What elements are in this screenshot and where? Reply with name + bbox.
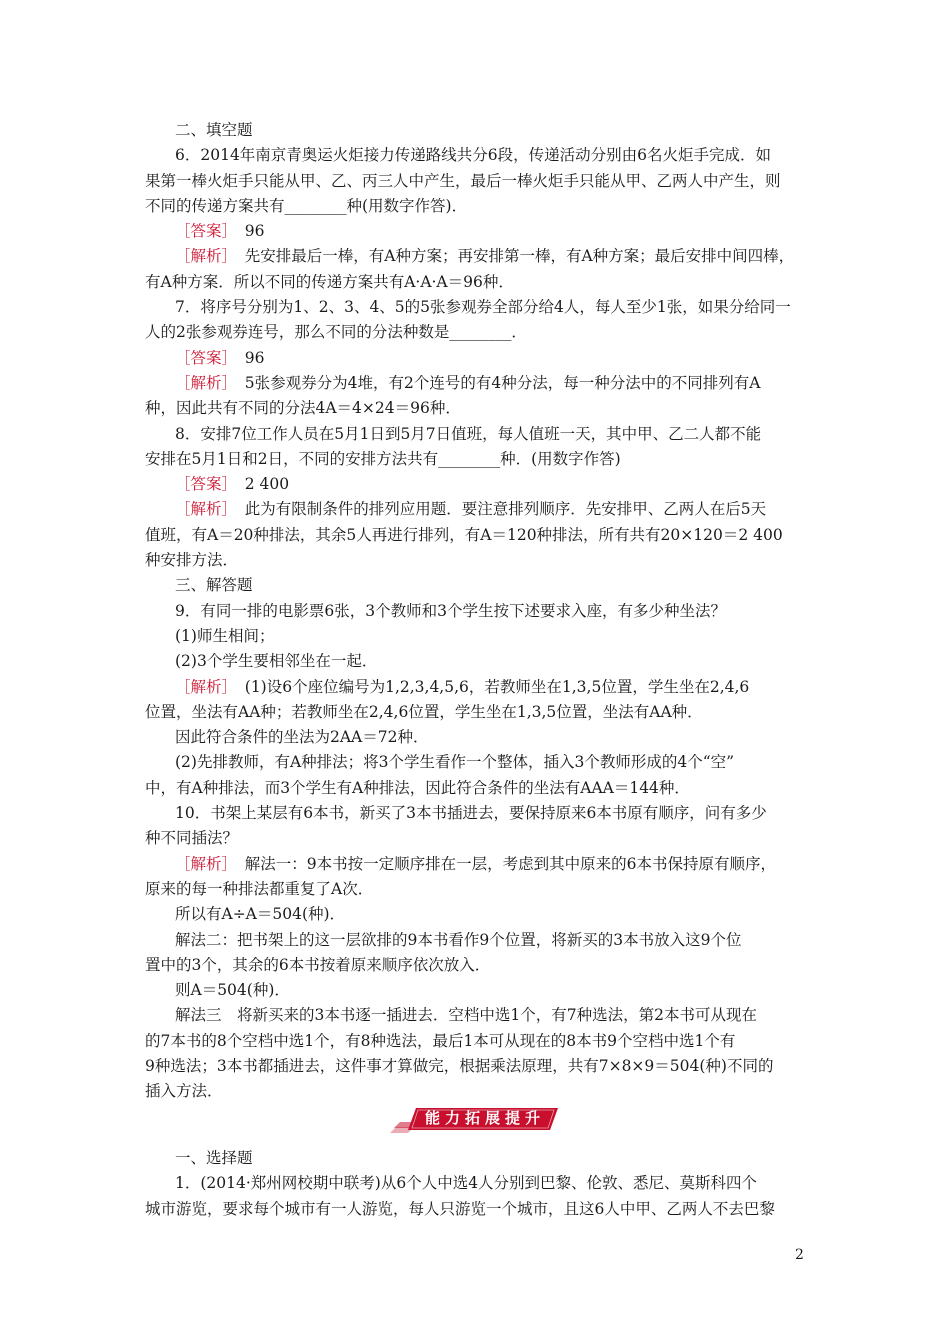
document-body xyxy=(145,118,810,1105)
line-text: 1．(2014·郑州网校期中联考)从6个人中选4人分别到巴黎、伦敦、悉尼、莫斯科四个 xyxy=(175,1174,758,1193)
line-text: 先安排最后一棒，有A种方案；再安排第一棒，有A种方案；最后安排中间四棒， xyxy=(229,247,795,266)
answer-tag: ［解析］ xyxy=(175,854,230,873)
page-number: 2 xyxy=(795,1247,804,1263)
text-line xyxy=(145,1003,810,1028)
text-line xyxy=(145,826,810,851)
text-line xyxy=(145,1054,810,1079)
line-text: (2)3个学生要相邻坐在一起． xyxy=(175,652,378,671)
text-line xyxy=(145,346,810,371)
text-line xyxy=(145,624,810,649)
text-line xyxy=(145,1029,810,1054)
text-line xyxy=(145,573,810,598)
line-text: 插入方法． xyxy=(145,1082,223,1101)
line-text: 不同的传递方案共有________种(用数字作答)． xyxy=(145,196,468,215)
line-text: 种安排方法． xyxy=(145,551,239,570)
line-text: 安排在5月1日和2日，不同的安排方法共有________种．(用数字作答) xyxy=(145,449,621,468)
line-text: 三、解答题 xyxy=(175,576,253,595)
text-line xyxy=(145,447,810,472)
line-text: 中，有A种排法，而3个学生有A种排法，因此符合条件的坐法有AAA＝144种． xyxy=(145,778,690,797)
text-line xyxy=(145,776,810,801)
line-text: 解法二：把书架上的这一层欲排的9本书看作9个位置，将新买的3本书放入这9个位 xyxy=(175,930,742,949)
text-line xyxy=(145,928,810,953)
text-line xyxy=(145,194,810,219)
line-text: 2 400 xyxy=(229,475,290,494)
section-banner xyxy=(388,1104,563,1134)
line-text: 二、填空题 xyxy=(175,121,253,139)
answer-tag: ［答案］ xyxy=(175,348,230,367)
text-line xyxy=(145,244,810,269)
line-text: 置中的3个，其余的6本书按着原来顺序依次放入． xyxy=(145,955,491,974)
line-text: 原来的每一种排法都重复了A次． xyxy=(145,879,374,898)
text-line xyxy=(145,801,810,826)
line-text: (1)设6个座位编号为1,2,3,4,5,6，若教师坐在1,3,5位置，学生坐在2,4,6 xyxy=(229,677,750,696)
line-text: 8．安排7位工作人员在5月1日到5月7日值班，每人值班一天，其中甲、乙二人都不能 xyxy=(175,424,762,443)
answer-tag: ［解析］ xyxy=(175,373,230,392)
text-line xyxy=(145,1171,810,1196)
line-text: 所以有A÷A＝504(种)． xyxy=(175,905,346,924)
line-text: 解法一：9本书按一定顺序排在一层，考虑到其中原来的6本书保持原有顺序， xyxy=(229,854,776,873)
line-text: (2)先排教师，有A种排法；将3个学生看作一个整体，插入3个教师形成的4个“空” xyxy=(175,753,735,772)
text-line xyxy=(145,371,810,396)
answer-tag: ［解析］ xyxy=(175,500,230,519)
text-line xyxy=(145,270,810,295)
line-text: 城市游览，要求每个城市有一人游览，每人只游览一个城市，且这6人中甲、乙两人不去巴黎 xyxy=(145,1199,775,1218)
text-line xyxy=(145,1146,810,1171)
text-line xyxy=(145,320,810,345)
text-line xyxy=(145,118,810,143)
text-line xyxy=(145,978,810,1003)
text-line xyxy=(145,143,810,168)
line-text: 种，因此共有不同的分法4A＝4×24＝96种． xyxy=(145,399,461,418)
text-line xyxy=(145,548,810,573)
line-text: 7．将序号分别为1、2、3、4、5的5张参观券全部分给4人，每人至少1张，如果分给同一 xyxy=(175,298,791,317)
line-text: 的7本书的8个空档中选1个，有8种选法，最后1本可从现在的8本书9个空档中选1个有 xyxy=(145,1031,736,1050)
line-text: 解法三 将新买来的3本书逐一插进去．空档中选1个，有7种选法，第2本书可从现在 xyxy=(175,1006,757,1025)
line-text: 96 xyxy=(229,348,265,367)
line-text: 因此符合条件的坐法为2AA＝72种． xyxy=(175,728,429,747)
banner-title: 能力拓展提升 xyxy=(424,1109,545,1127)
line-text: 果第一棒火炬手只能从甲、乙、丙三人中产生，最后一棒火炬手只能从甲、乙两人中产生，则 xyxy=(145,171,781,190)
text-line xyxy=(145,750,810,775)
text-line xyxy=(145,1197,810,1222)
text-line xyxy=(145,422,810,447)
line-text: 9种选法；3本书都插进去，这件事才算做完，根据乘法原理，共有7×8×9＝504(种)不同的 xyxy=(145,1056,774,1075)
text-line xyxy=(145,219,810,244)
line-text: 此为有限制条件的排列应用题．要注意排列顺序．先安排甲、乙两人在后5天 xyxy=(229,500,767,519)
line-text: 位置，坐法有AA种；若教师坐在2,4,6位置，学生坐在1,3,5位置，坐法有AA种． xyxy=(145,702,703,721)
line-text: (1)师生相间； xyxy=(175,626,275,645)
line-text: 6．2014年南京青奥运火炬接力传递路线共分6段，传递活动分别由6名火炬手完成．如 xyxy=(175,146,772,165)
text-line xyxy=(145,295,810,320)
line-text: 则A＝504(种)． xyxy=(175,981,290,1000)
line-text: 值班，有A＝20种排法，其余5人再进行排列，有A＝120种排法，所有共有20×120＝2 400 xyxy=(145,525,783,544)
text-line xyxy=(145,599,810,624)
text-line xyxy=(145,675,810,700)
text-line xyxy=(145,497,810,522)
line-text: 种不同插法？ xyxy=(145,829,239,848)
answer-tag: ［解析］ xyxy=(175,677,230,696)
text-line xyxy=(145,953,810,978)
text-line xyxy=(145,877,810,902)
answer-tag: ［答案］ xyxy=(175,475,230,494)
text-line xyxy=(145,472,810,497)
text-line xyxy=(145,169,810,194)
line-text: 一、选择题 xyxy=(175,1149,253,1167)
line-text: 10．书架上某层有6本书，新买了3本书插进去，要保持原来6本书原有顺序，问有多少 xyxy=(175,804,767,823)
text-line xyxy=(145,852,810,877)
document-body-continued xyxy=(145,1146,810,1222)
line-text: 5张参观券分为4堆，有2个连号的有4种分法，每一种分法中的不同排列有A xyxy=(229,373,761,392)
text-line xyxy=(145,649,810,674)
text-line xyxy=(145,1079,810,1104)
answer-tag: ［解析］ xyxy=(175,247,230,266)
line-text: 人的2张参观券连号，那么不同的分法种数是________． xyxy=(145,323,527,342)
text-line xyxy=(145,523,810,548)
text-line xyxy=(145,396,810,421)
answer-tag: ［答案］ xyxy=(175,222,230,241)
text-line xyxy=(145,902,810,927)
line-text: 有A种方案．所以不同的传递方案共有A·A·A＝96种． xyxy=(145,272,514,291)
line-text: 9．有同一排的电影票6张，3个教师和3个学生按下述要求入座，有多少种坐法？ xyxy=(175,601,726,620)
line-text: 96 xyxy=(229,222,265,241)
text-line xyxy=(145,725,810,750)
text-line xyxy=(145,700,810,725)
